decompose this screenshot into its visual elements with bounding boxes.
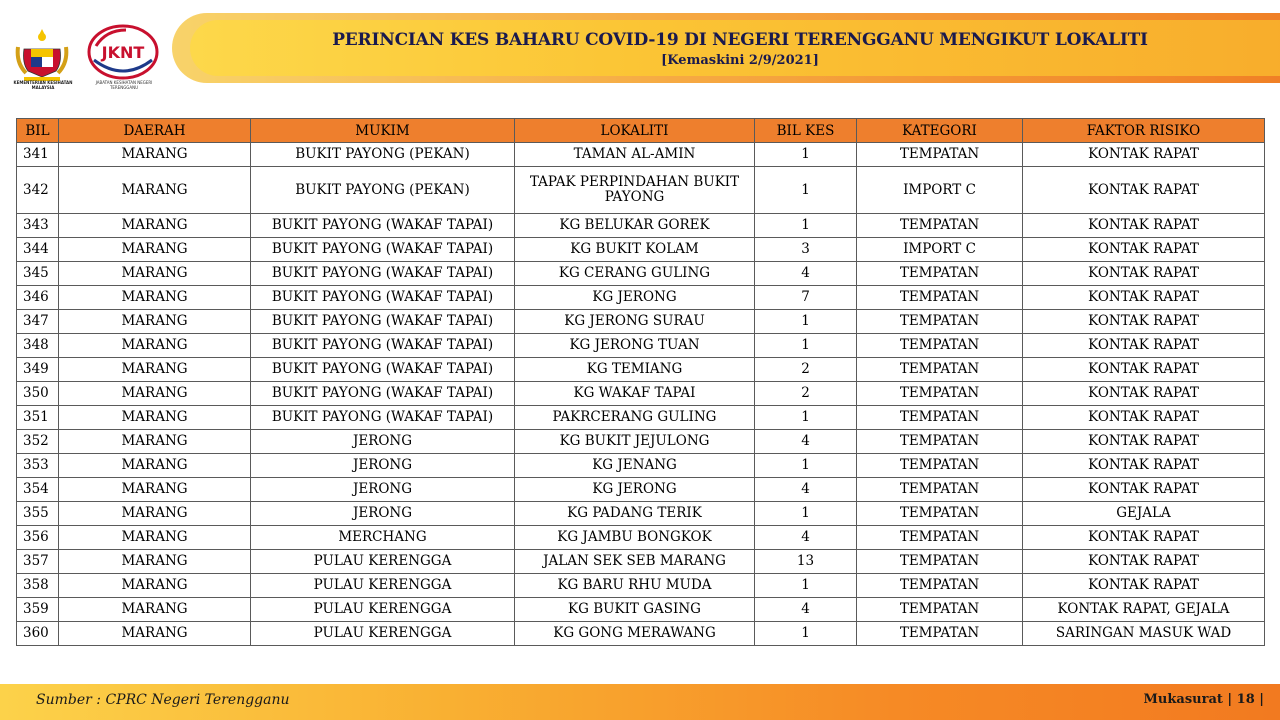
table-row [17, 622, 1265, 646]
cell-kategori: TEMPATAN [857, 478, 1023, 502]
table-row [17, 526, 1265, 550]
cell-daerah: MARANG [59, 454, 251, 478]
cell-mukim: BUKIT PAYONG (WAKAF TAPAI) [251, 262, 515, 286]
cell-bil-kes: 4 [755, 262, 857, 286]
cell-bil-kes: 4 [755, 478, 857, 502]
cell-faktor-risiko: KONTAK RAPAT [1023, 382, 1265, 406]
cell-bil-kes: 7 [755, 286, 857, 310]
footer-source: Sumber : CPRC Negeri Terengganu [36, 692, 290, 708]
cell-daerah: MARANG [59, 598, 251, 622]
cell-kategori: IMPORT C [857, 167, 1023, 214]
cell-daerah: MARANG [59, 310, 251, 334]
cell-mukim: BUKIT PAYONG (WAKAF TAPAI) [251, 334, 515, 358]
cell-lokaliti: TAPAK PERPINDAHAN BUKIT PAYONG [515, 167, 755, 214]
cell-faktor-risiko: KONTAK RAPAT, GEJALA [1023, 598, 1265, 622]
cell-faktor-risiko: SARINGAN MASUK WAD [1023, 622, 1265, 646]
cell-bil-kes: 4 [755, 526, 857, 550]
cell-kategori: TEMPATAN [857, 574, 1023, 598]
cell-bil: 352 [17, 430, 59, 454]
cell-daerah: MARANG [59, 262, 251, 286]
table-row [17, 143, 1265, 167]
table-row [17, 238, 1265, 262]
cell-lokaliti: PAKRCERANG GULING [515, 406, 755, 430]
table-row [17, 550, 1265, 574]
page-title: PERINCIAN KES BAHARU COVID-19 DI NEGERI TERENGGANU MENGIKUT LOKALITI [332, 30, 1148, 50]
table-row [17, 430, 1265, 454]
cell-faktor-risiko: KONTAK RAPAT [1023, 167, 1265, 214]
cell-daerah: MARANG [59, 238, 251, 262]
cell-faktor-risiko: KONTAK RAPAT [1023, 143, 1265, 167]
cell-lokaliti: KG JENANG [515, 454, 755, 478]
cell-mukim: MERCHANG [251, 526, 515, 550]
cell-kategori: TEMPATAN [857, 502, 1023, 526]
cell-bil-kes: 2 [755, 382, 857, 406]
cell-mukim: PULAU KERENGGA [251, 598, 515, 622]
cell-daerah: MARANG [59, 550, 251, 574]
cell-bil-kes: 1 [755, 334, 857, 358]
table-row [17, 502, 1265, 526]
cell-faktor-risiko: KONTAK RAPAT [1023, 214, 1265, 238]
cell-daerah: MARANG [59, 478, 251, 502]
cell-mukim: BUKIT PAYONG (WAKAF TAPAI) [251, 310, 515, 334]
cell-kategori: TEMPATAN [857, 430, 1023, 454]
cell-bil: 359 [17, 598, 59, 622]
table-row [17, 167, 1265, 214]
cell-bil-kes: 1 [755, 406, 857, 430]
cell-faktor-risiko: KONTAK RAPAT [1023, 526, 1265, 550]
cell-faktor-risiko: KONTAK RAPAT [1023, 430, 1265, 454]
cell-lokaliti: KG JERONG SURAU [515, 310, 755, 334]
cell-faktor-risiko: KONTAK RAPAT [1023, 358, 1265, 382]
cell-bil-kes: 1 [755, 310, 857, 334]
cell-kategori: TEMPATAN [857, 286, 1023, 310]
cell-lokaliti: KG JERONG [515, 478, 755, 502]
cell-daerah: MARANG [59, 430, 251, 454]
cell-bil: 344 [17, 238, 59, 262]
cell-lokaliti: KG GONG MERAWANG [515, 622, 755, 646]
cell-daerah: MARANG [59, 167, 251, 214]
table-row [17, 454, 1265, 478]
cell-bil: 345 [17, 262, 59, 286]
column-header-lokaliti: LOKALITI [515, 119, 755, 143]
cell-bil: 349 [17, 358, 59, 382]
cell-bil: 351 [17, 406, 59, 430]
cell-daerah: MARANG [59, 286, 251, 310]
cell-kategori: TEMPATAN [857, 143, 1023, 167]
cell-kategori: TEMPATAN [857, 598, 1023, 622]
cell-mukim: BUKIT PAYONG (WAKAF TAPAI) [251, 214, 515, 238]
table-row [17, 574, 1265, 598]
cell-bil-kes: 2 [755, 358, 857, 382]
cell-faktor-risiko: KONTAK RAPAT [1023, 406, 1265, 430]
cell-faktor-risiko: GEJALA [1023, 502, 1265, 526]
cell-mukim: BUKIT PAYONG (PEKAN) [251, 143, 515, 167]
cell-lokaliti: KG BUKIT KOLAM [515, 238, 755, 262]
cell-daerah: MARANG [59, 406, 251, 430]
cell-bil-kes: 1 [755, 502, 857, 526]
column-header-daerah: DAERAH [59, 119, 251, 143]
cell-mukim: JERONG [251, 454, 515, 478]
cell-kategori: TEMPATAN [857, 550, 1023, 574]
cell-kategori: TEMPATAN [857, 358, 1023, 382]
cell-kategori: TEMPATAN [857, 406, 1023, 430]
column-header-faktor-risiko: FAKTOR RISIKO [1023, 119, 1265, 143]
table-row [17, 358, 1265, 382]
cell-bil: 342 [17, 167, 59, 214]
page-number: Mukasurat | 18 | [1143, 692, 1264, 707]
table-row [17, 262, 1265, 286]
table-row [17, 478, 1265, 502]
cell-lokaliti: KG CERANG GULING [515, 262, 755, 286]
cell-lokaliti: KG WAKAF TAPAI [515, 382, 755, 406]
cell-mukim: JERONG [251, 430, 515, 454]
cell-faktor-risiko: KONTAK RAPAT [1023, 310, 1265, 334]
cases-table [16, 118, 1265, 646]
logo-right-caption: JABATAN KESIHATAN NEGERI TERENGGANU [95, 80, 153, 90]
cell-mukim: BUKIT PAYONG (WAKAF TAPAI) [251, 238, 515, 262]
cell-kategori: TEMPATAN [857, 622, 1023, 646]
cell-mukim: BUKIT PAYONG (PEKAN) [251, 167, 515, 214]
cell-mukim: PULAU KERENGGA [251, 550, 515, 574]
column-header-mukim: MUKIM [251, 119, 515, 143]
cell-lokaliti: KG BUKIT GASING [515, 598, 755, 622]
cell-lokaliti: KG JAMBU BONGKOK [515, 526, 755, 550]
cell-mukim: JERONG [251, 502, 515, 526]
cell-lokaliti: KG TEMIANG [515, 358, 755, 382]
table-row [17, 214, 1265, 238]
cell-bil: 360 [17, 622, 59, 646]
cell-bil-kes: 1 [755, 622, 857, 646]
cell-kategori: TEMPATAN [857, 310, 1023, 334]
page-subtitle: [Kemaskini 2/9/2021] [661, 53, 819, 68]
logo-right-mark: JKNT [101, 43, 145, 62]
cell-mukim: BUKIT PAYONG (WAKAF TAPAI) [251, 358, 515, 382]
cell-lokaliti: KG JERONG [515, 286, 755, 310]
cell-bil-kes: 1 [755, 167, 857, 214]
cell-bil: 347 [17, 310, 59, 334]
column-header-bil: BIL [17, 119, 59, 143]
cell-daerah: MARANG [59, 382, 251, 406]
cell-mukim: BUKIT PAYONG (WAKAF TAPAI) [251, 406, 515, 430]
cell-daerah: MARANG [59, 502, 251, 526]
cell-kategori: TEMPATAN [857, 454, 1023, 478]
cell-faktor-risiko: KONTAK RAPAT [1023, 286, 1265, 310]
table-row [17, 286, 1265, 310]
table-row [17, 598, 1265, 622]
cell-lokaliti: JALAN SEK SEB MARANG [515, 550, 755, 574]
cell-bil: 358 [17, 574, 59, 598]
cell-daerah: MARANG [59, 574, 251, 598]
cell-lokaliti: TAMAN AL-AMIN [515, 143, 755, 167]
cell-bil: 356 [17, 526, 59, 550]
cell-kategori: TEMPATAN [857, 214, 1023, 238]
cell-bil-kes: 1 [755, 454, 857, 478]
cell-kategori: TEMPATAN [857, 262, 1023, 286]
table-row [17, 382, 1265, 406]
cell-daerah: MARANG [59, 143, 251, 167]
cell-mukim: JERONG [251, 478, 515, 502]
cell-daerah: MARANG [59, 214, 251, 238]
cell-bil-kes: 13 [755, 550, 857, 574]
cell-lokaliti: KG BUKIT JEJULONG [515, 430, 755, 454]
cell-bil: 353 [17, 454, 59, 478]
cell-lokaliti: KG BARU RHU MUDA [515, 574, 755, 598]
cell-bil: 346 [17, 286, 59, 310]
cell-daerah: MARANG [59, 358, 251, 382]
cell-bil-kes: 4 [755, 430, 857, 454]
cell-faktor-risiko: KONTAK RAPAT [1023, 550, 1265, 574]
cell-mukim: BUKIT PAYONG (WAKAF TAPAI) [251, 382, 515, 406]
cell-mukim: BUKIT PAYONG (WAKAF TAPAI) [251, 286, 515, 310]
cell-bil-kes: 4 [755, 598, 857, 622]
cell-bil: 354 [17, 478, 59, 502]
cell-mukim: PULAU KERENGGA [251, 574, 515, 598]
cell-bil-kes: 1 [755, 143, 857, 167]
cell-lokaliti: KG JERONG TUAN [515, 334, 755, 358]
cell-mukim: PULAU KERENGGA [251, 622, 515, 646]
jknt-logo-icon [86, 24, 160, 84]
cell-daerah: MARANG [59, 334, 251, 358]
cell-bil: 343 [17, 214, 59, 238]
cell-bil: 350 [17, 382, 59, 406]
logo-left-caption: KEMENTERIAN KESIHATAN MALAYSIA [13, 80, 73, 90]
table-row [17, 310, 1265, 334]
cell-bil-kes: 1 [755, 214, 857, 238]
cell-daerah: MARANG [59, 526, 251, 550]
table-header-row [17, 119, 1265, 143]
cell-faktor-risiko: KONTAK RAPAT [1023, 238, 1265, 262]
column-header-kategori: KATEGORI [857, 119, 1023, 143]
cell-faktor-risiko: KONTAK RAPAT [1023, 262, 1265, 286]
cell-bil: 355 [17, 502, 59, 526]
cell-bil: 348 [17, 334, 59, 358]
cell-kategori: TEMPATAN [857, 526, 1023, 550]
cell-bil: 357 [17, 550, 59, 574]
table-row [17, 406, 1265, 430]
logo-group [12, 22, 172, 92]
cell-lokaliti: KG BELUKAR GOREK [515, 214, 755, 238]
column-header-bil-kes: BIL KES [755, 119, 857, 143]
table-row [17, 334, 1265, 358]
table-body [17, 143, 1265, 646]
cell-bil: 341 [17, 143, 59, 167]
cell-faktor-risiko: KONTAK RAPAT [1023, 574, 1265, 598]
cell-kategori: TEMPATAN [857, 382, 1023, 406]
cell-kategori: TEMPATAN [857, 334, 1023, 358]
cell-faktor-risiko: KONTAK RAPAT [1023, 478, 1265, 502]
cell-faktor-risiko: KONTAK RAPAT [1023, 334, 1265, 358]
cell-daerah: MARANG [59, 622, 251, 646]
cell-lokaliti: KG PADANG TERIK [515, 502, 755, 526]
cell-bil-kes: 3 [755, 238, 857, 262]
cell-bil-kes: 1 [755, 574, 857, 598]
cell-kategori: IMPORT C [857, 238, 1023, 262]
cell-faktor-risiko: KONTAK RAPAT [1023, 454, 1265, 478]
